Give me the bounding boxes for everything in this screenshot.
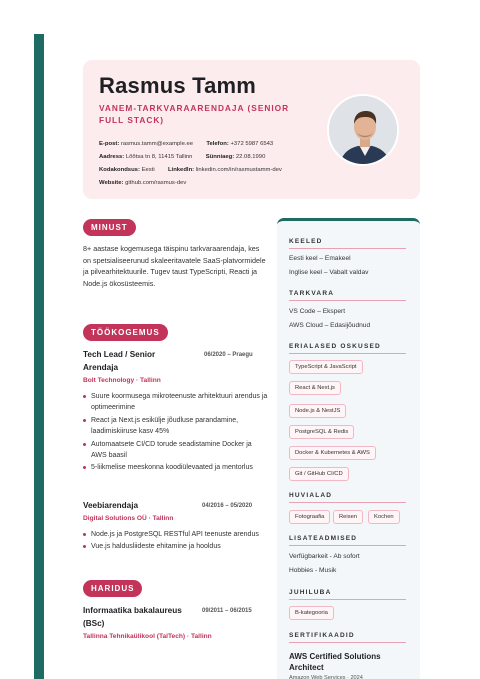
job-dates-2: 04/2016 – 05/2020 bbox=[202, 503, 253, 509]
list-item: Node.js ja PostgreSQL RESTful API teenuste arendus bbox=[83, 529, 268, 540]
languages-heading: KEELED bbox=[289, 238, 323, 245]
email-value[interactable]: rasmus.tamm@example.ee bbox=[120, 141, 194, 147]
contact-details bbox=[99, 138, 282, 190]
phone-value[interactable]: +372 5987 6543 bbox=[230, 141, 274, 147]
education-school: Tallinna Tehnikaülikool (TalTech) · Tallinn bbox=[83, 633, 212, 640]
profile-header bbox=[83, 60, 420, 199]
certificates-heading: SERTIFIKAADID bbox=[289, 632, 355, 639]
sidebar-panel bbox=[277, 218, 420, 679]
software-divider bbox=[289, 300, 406, 301]
additional-heading: LISATEADMISED bbox=[289, 535, 358, 542]
phone-label: Telefon: bbox=[206, 141, 229, 147]
about-text: 8+ aastase kogemusega täispinu tarkvaraarendaja, kes on spetsialiseerunud skaleeritavatele SaaS-platvormidele ja pilvearhitektuurile. Tugev taust TypeScripti, Reacti ja Node.js ökosüsteemis. bbox=[83, 244, 266, 288]
skill-tag: Git / GitHub CI/CD bbox=[289, 467, 349, 481]
job-bullets-2 bbox=[83, 529, 268, 554]
section-heading-about: MINUST bbox=[83, 219, 136, 236]
hobby-tag: Kochen bbox=[368, 510, 400, 524]
skills-divider bbox=[289, 353, 406, 354]
list-item: Suure koormusega mikroteenuste arhitektuuri arendus ja optimeerimine bbox=[83, 391, 268, 414]
list-item: 5-liikmelise meeskonna koodiülevaated ja mentorlus bbox=[83, 462, 268, 473]
education-title: Informaatika bakalaureus (BSc) bbox=[83, 606, 182, 628]
certificate-org: Amazon Web Services · 2024 bbox=[289, 675, 363, 679]
job-bullets-1 bbox=[83, 391, 268, 475]
additional-item-2: Hobbies - Musik bbox=[289, 567, 337, 574]
skills-heading: ERIALASED OSKUSED bbox=[289, 343, 381, 350]
additional-divider bbox=[289, 545, 406, 546]
job-dates-1: 06/2020 – Praegu bbox=[204, 352, 253, 358]
email-label: E-post: bbox=[99, 141, 120, 147]
license-divider bbox=[289, 599, 406, 600]
skill-tag: React & Next.js bbox=[289, 381, 341, 395]
skill-tag: TypeScript & JavaScript bbox=[289, 360, 363, 374]
full-name: Rasmus Tamm bbox=[99, 73, 257, 98]
hobbies-heading: HUVIALAD bbox=[289, 492, 333, 499]
section-heading-experience: TÖÖKOGEMUS bbox=[83, 324, 168, 341]
language-item-2: Inglise keel – Vabalt valdav bbox=[289, 269, 369, 276]
software-item-2: AWS Cloud – Edasijõudnud bbox=[289, 322, 371, 329]
website-label: Website: bbox=[99, 180, 124, 186]
linkedin-value[interactable]: linkedin.com/in/rasmustamm-dev bbox=[195, 167, 282, 173]
accent-side-bar bbox=[34, 34, 44, 679]
citizenship-value: Eesti bbox=[141, 167, 155, 173]
avatar-portrait-icon bbox=[329, 96, 399, 166]
skill-tag: PostgreSQL & Redis bbox=[289, 425, 354, 439]
contact-row-4 bbox=[99, 177, 282, 190]
address-value: Lõõtsa tn 8, 11415 Tallinn bbox=[125, 154, 193, 160]
contact-row-1 bbox=[99, 138, 282, 151]
license-heading: JUHILUBA bbox=[289, 589, 332, 596]
skill-tag: Node.js & NestJS bbox=[289, 404, 346, 418]
languages-divider bbox=[289, 248, 406, 249]
hobby-tag: Fotograafia bbox=[289, 510, 330, 524]
list-item: Vue.js haldusliideste ehitamine ja hooldus bbox=[83, 541, 268, 552]
list-item: React ja Next.js esikülje jõudluse parandamine, laadimiskiiruse kasv 45% bbox=[83, 415, 268, 438]
hobbies-divider bbox=[289, 502, 406, 503]
birth-label: Sünniaeg: bbox=[205, 154, 235, 160]
website-value[interactable]: github.com/rasmus-dev bbox=[125, 180, 187, 186]
additional-item-1: Verfügbarkeit - Ab sofort bbox=[289, 553, 360, 560]
software-heading: TARKVARA bbox=[289, 290, 335, 297]
citizenship-label: Kodakondsus: bbox=[99, 167, 140, 173]
job-title-2: Veebiarendaja bbox=[83, 501, 139, 510]
contact-row-3 bbox=[99, 164, 282, 177]
job-role: VANEM-TARKVARAARENDAJA (SENIOR FULL STACK) bbox=[99, 103, 290, 125]
certificate-title: AWS Certified Solutions Architect bbox=[289, 652, 381, 672]
contact-row-2 bbox=[99, 151, 282, 164]
list-item: Automaatsete CI/CD torude seadistamine Docker ja AWS baasil bbox=[83, 439, 268, 462]
software-item-1: VS Code – Ekspert bbox=[289, 308, 346, 315]
license-tag: B-kategooria bbox=[289, 606, 334, 620]
avatar bbox=[327, 94, 399, 166]
job-company-2: Digital Solutions OÜ · Tallinn bbox=[83, 515, 174, 522]
section-heading-education: HARIDUS bbox=[83, 580, 142, 597]
certificates-divider bbox=[289, 642, 406, 643]
linkedin-label: LinkedIn: bbox=[167, 167, 195, 173]
education-dates: 09/2011 – 06/2015 bbox=[202, 608, 252, 614]
address-label: Aadress: bbox=[99, 154, 125, 160]
hobby-tag: Reisen bbox=[333, 510, 363, 524]
skill-tag: Docker & Kubernetes & AWS bbox=[289, 446, 376, 460]
job-company-1: Bolt Technology · Tallinn bbox=[83, 377, 161, 384]
job-title-1: Tech Lead / Senior Arendaja bbox=[83, 350, 156, 372]
birth-value: 22.08.1990 bbox=[235, 154, 266, 160]
language-item-1: Eesti keel – Emakeel bbox=[289, 255, 351, 262]
